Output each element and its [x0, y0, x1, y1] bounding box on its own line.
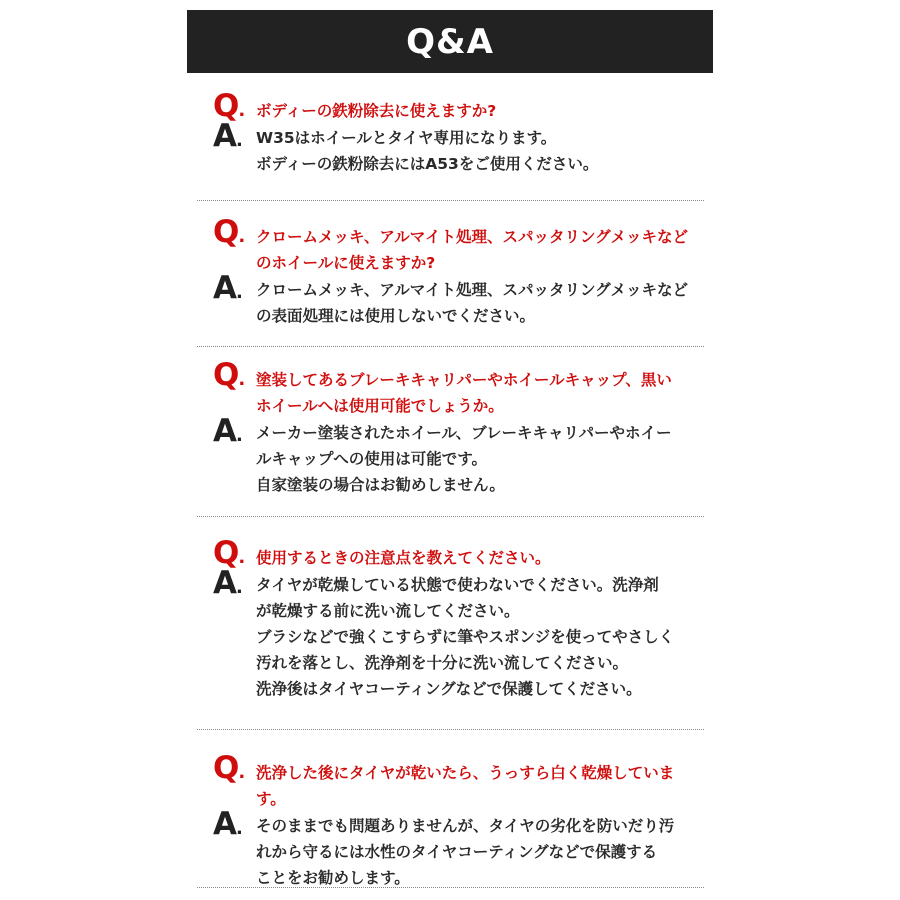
- question-text: 洗浄した後にタイヤが乾いたら、うっすら白く乾燥しています。: [256, 764, 675, 808]
- qa-item: [213, 88, 703, 177]
- answer-text: タイヤが乾燥している状態で使わないでください。洗浄剤 が乾燥する前に洗い流してください。 ブラシなどで強くこすらずに筆やスポンジを使ってやさしく 汚れを落とし、洗浄剤を十分に洗い流してください。 洗浄後はタイヤコーティングなどで保護してください。: [256, 576, 675, 698]
- a-mark-icon: A.: [213, 118, 243, 154]
- q-mark-icon: Q.: [213, 357, 246, 393]
- a-mark-icon: A.: [213, 565, 243, 601]
- answer-text: そのままでも問題ありませんが、タイヤの劣化を防いだり汚 れから守るには水性のタイヤコーティングなどで保護する ことをお勧めします。: [256, 817, 675, 887]
- answer-row: [213, 565, 703, 702]
- qa-item: [213, 535, 703, 702]
- question-text: ボディーの鉄粉除去に使えますか?: [256, 102, 497, 120]
- question-text: クロームメッキ、アルマイト処理、スパッタリングメッキなど のホイールに使えますか?: [256, 228, 688, 272]
- divider: [197, 346, 704, 347]
- question-text: 使用するときの注意点を教えてください。: [256, 549, 551, 567]
- qa-item: [213, 214, 703, 329]
- qa-item: [213, 750, 703, 891]
- a-mark-icon: A.: [213, 806, 243, 842]
- a-mark-icon: A.: [213, 413, 243, 449]
- answer-text: W35はホイールとタイヤ専用になります。 ボディーの鉄粉除去にはA53をご使用ください。: [256, 129, 599, 173]
- q-mark-icon: Q.: [213, 214, 246, 250]
- divider: [197, 887, 704, 888]
- q-mark-icon: Q.: [213, 535, 246, 571]
- answer-row: [213, 413, 703, 498]
- divider: [197, 516, 704, 517]
- question-row: [213, 535, 703, 571]
- answer-row: [213, 270, 703, 329]
- question-row: [213, 750, 703, 812]
- divider: [197, 200, 704, 201]
- page-title: Q&A: [406, 21, 494, 62]
- answer-text: メーカー塗装されたホイール、ブレーキキャリパーやホイー ルキャップへの使用は可能です。 自家塗装の場合はお勧めしません。: [256, 424, 672, 494]
- answer-text: クロームメッキ、アルマイト処理、スパッタリングメッキなど の表面処理には使用しないでください。: [256, 281, 688, 325]
- question-row: [213, 214, 703, 276]
- q-mark-icon: Q.: [213, 88, 246, 124]
- qa-header: [187, 10, 713, 73]
- question-text: 塗装してあるブレーキキャリパーやホイールキャップ、黒い ホイールへは使用可能でしょうか。: [256, 371, 672, 415]
- divider: [197, 729, 704, 730]
- question-row: [213, 88, 703, 124]
- a-mark-icon: A.: [213, 270, 243, 306]
- qa-item: [213, 357, 703, 498]
- answer-row: [213, 118, 703, 177]
- q-mark-icon: Q.: [213, 750, 246, 786]
- question-row: [213, 357, 703, 419]
- answer-row: [213, 806, 703, 891]
